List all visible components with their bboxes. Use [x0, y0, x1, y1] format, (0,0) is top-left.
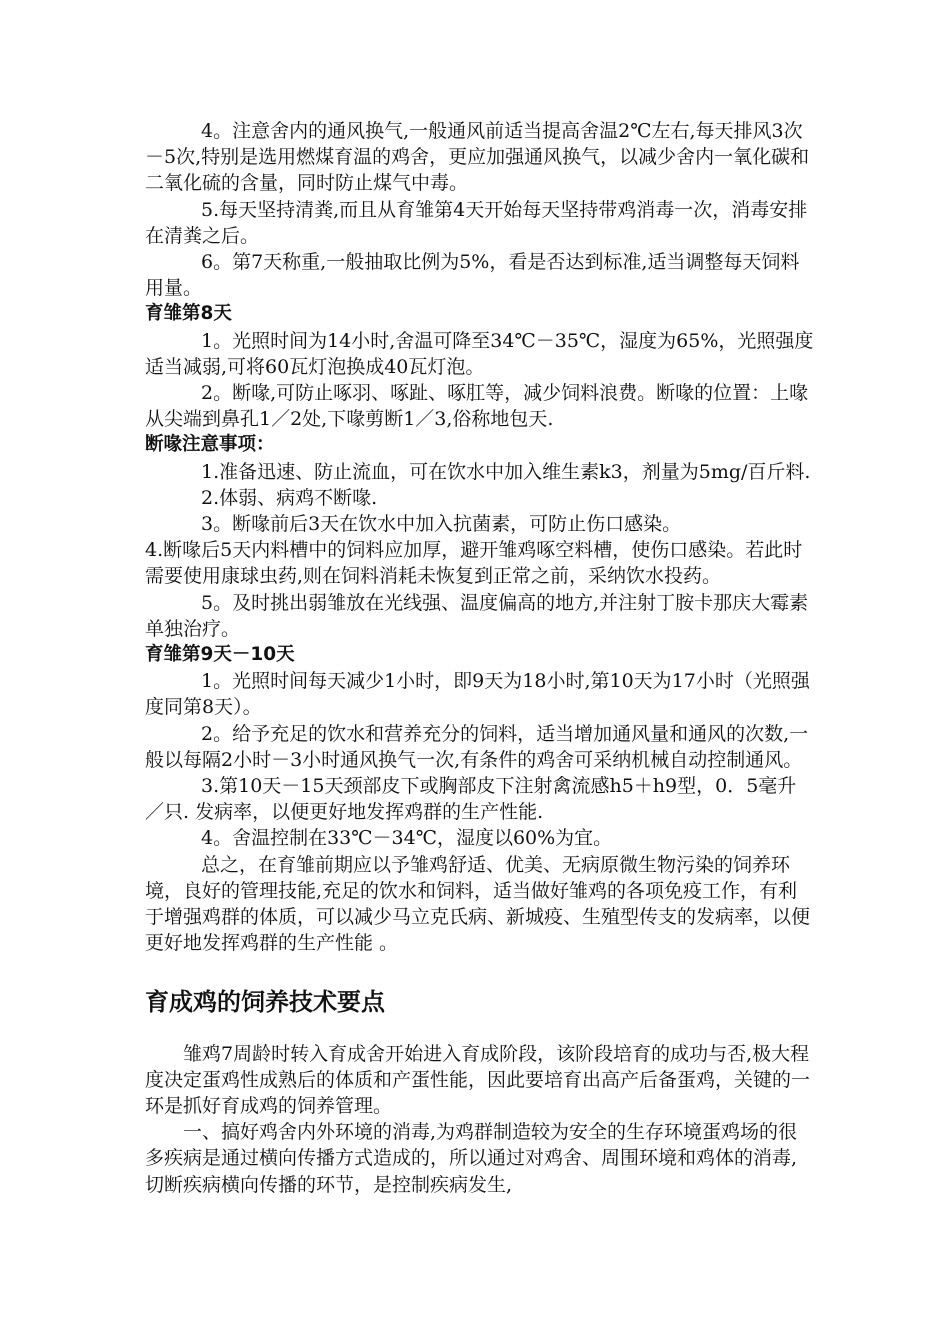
section-title-growing: 育成鸡的饲养技术要点: [145, 987, 385, 1016]
heading-day9-10: 育雏第9天－10天: [145, 644, 295, 666]
paragraph-debeak-4: 4.断喙后5天内料槽中的饲料应加厚，避开雏鸡啄空料槽，使伤口感染。若此时需要使用康球虫药,则在饲料消耗未恢复到正常之前，采纳饮水投药。: [145, 539, 803, 588]
paragraph-debeak-5: 5。及时挑出弱雏放在光线强、温度偏高的地方,并注射丁胺卡那庆大霉素单独治疗。: [145, 591, 809, 640]
paragraph-summary: 总之，在育雏前期应以予雏鸡舒适、优美、无病原微生物污染的饲养环境，良好的管理技能,充足的饮水和饲料，适当做好雏鸡的各项免疫工作，有利于增强鸡群的体质，可以减少马立克氏病、新城疫、生殖型传支的发病率，以便更好地发挥鸡群的生产性能 。: [145, 853, 811, 955]
paragraph-debeak-3: 3。断喙前后3天在饮水中加入抗菌素，可防止伤口感染。: [201, 513, 682, 536]
paragraph-day9-water: 2。给予充足的饮水和营养充分的饲料，适当增加通风量和通风的次数,一般以每隔2小时－3小时通风换气一次,有条件的鸡舍可采纳机械自动控制通风。: [145, 722, 809, 771]
paragraph-day9-lighting: 1。光照时间每天减少1小时，即9天为18小时,第10天为17小时（光照强度同第8天）。: [145, 670, 810, 719]
paragraph-weighing: 6。第7天称重,一般抽取比例为5%，看是否达到标准,适当调整每天饲料用量。: [145, 251, 800, 300]
paragraph-day9-temperature: 4。舍温控制在33℃－34℃，湿度以60%为宜。: [201, 827, 613, 850]
paragraph-debeak-1: 1.准备迅速、防止流血，可在饮水中加入维生素k3，剂量为5mg/百斤料.: [201, 460, 811, 483]
paragraph-manure-cleaning: 5.每天坚持清粪,而且从育雏第4天开始每天坚持带鸡消毒一次，消毒安排在清粪之后。: [145, 198, 808, 247]
heading-day8: 育雏第8天: [145, 303, 232, 325]
heading-debeak-notes: 断喙注意事项：: [145, 434, 275, 456]
paragraph-growing-intro: 雏鸡7周龄时转入育成舍开始进入育成阶段，该阶段培育的成功与否,极大程度决定蛋鸡性成熟后的体质和产蛋性能，因此要培育出高产后备蛋鸡，关键的一环是抓好育成鸡的饲养管理。: [145, 1042, 811, 1117]
paragraph-ventilation: 4。注意舍内的通风换气,一般通风前适当提高舍温2℃左右,每天排风3次－5次,特别是选用燃煤育温的鸡舍，更应加强通风换气，以减少舍内一氧化碳和二氧化硫的含量，同时防止煤气中毒。: [145, 120, 810, 195]
paragraph-day9-vaccine: 3.第10天－15天颈部皮下或胸部皮下注射禽流感h5＋h9型，0．5毫升／只. 发病率，以便更好地发挥鸡群的生产性能.: [145, 775, 797, 824]
paragraph-day8-lighting: 1。光照时间为14小时,舍温可降至34℃－35℃，湿度为65%，光照强度适当减弱,可将60瓦灯泡换成40瓦灯泡。: [145, 329, 814, 378]
document-body: [145, 118, 815, 1198]
paragraph-growing-disinfection: 一、搞好鸡舍内外环境的消毒,为鸡群制造较为安全的生存环境蛋鸡场的很多疾病是通过横向传播方式造成的，所以通过对鸡舍、周围环境和鸡体的消毒,切断疾病横向传播的环节，是控制疾病发生,: [145, 1121, 798, 1196]
paragraph-debeak-2: 2.体弱、病鸡不断喙.: [201, 486, 378, 509]
paragraph-day8-debeak: 2。断喙,可防止啄羽、啄趾、啄肛等，减少饲料浪费。断喙的位置：上喙从尖端到鼻孔1／2处,下喙剪断1／3,俗称地包天.: [145, 382, 809, 431]
